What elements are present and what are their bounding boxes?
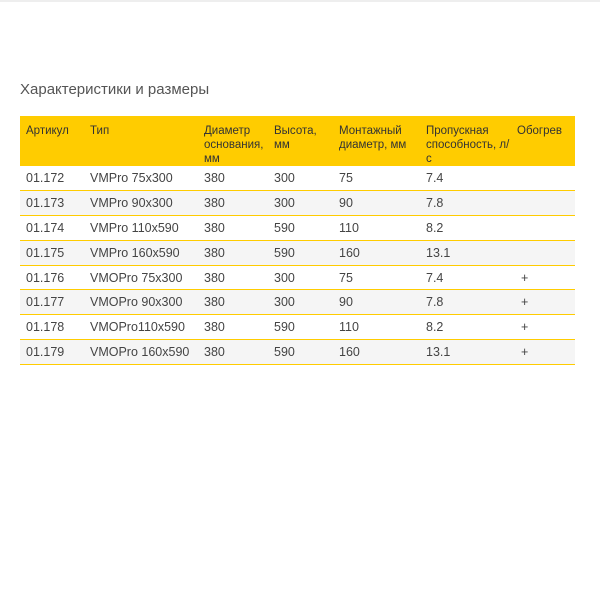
header-throughput: Пропускная способность, л/с [424, 116, 515, 166]
header-heating: Обогрев [515, 116, 575, 166]
table-row [20, 166, 575, 191]
cell-heating [515, 240, 575, 265]
cell-throughput: 7.4 [424, 166, 515, 191]
cell-height: 300 [272, 191, 337, 216]
cell-type: VMPro 75x300 [88, 166, 202, 191]
section-title: Характеристики и размеры [20, 81, 210, 98]
cell-height: 300 [272, 290, 337, 315]
table-row [20, 216, 575, 241]
cell-type: VMOPro 160x590 [88, 340, 202, 365]
cell-mounting-diameter: 160 [337, 240, 424, 265]
cell-type: VMOPro 90x300 [88, 290, 202, 315]
top-divider [0, 0, 600, 2]
header-base-diameter: Диаметр основания, мм [202, 116, 272, 166]
table-row [20, 191, 575, 216]
table-row [20, 340, 575, 365]
cell-height: 590 [272, 240, 337, 265]
header-type: Тип [88, 116, 202, 166]
cell-article: 01.174 [20, 216, 88, 241]
cell-type: VMOPro110x590 [88, 315, 202, 340]
cell-mounting-diameter: 110 [337, 216, 424, 241]
cell-heating: + [515, 340, 575, 365]
cell-type: VMPro 110x590 [88, 216, 202, 241]
cell-mounting-diameter: 110 [337, 315, 424, 340]
cell-mounting-diameter: 90 [337, 191, 424, 216]
table-row [20, 290, 575, 315]
cell-throughput: 7.8 [424, 191, 515, 216]
cell-base-diameter: 380 [202, 216, 272, 241]
header-height: Высота, мм [272, 116, 337, 166]
cell-heating [515, 216, 575, 241]
specs-table [20, 116, 575, 365]
cell-article: 01.178 [20, 315, 88, 340]
header-mounting-diameter: Монтажный диаметр, мм [337, 116, 424, 166]
table-row [20, 240, 575, 265]
cell-base-diameter: 380 [202, 340, 272, 365]
table-header-row [20, 116, 575, 166]
cell-type: VMOPro 75x300 [88, 265, 202, 290]
cell-base-diameter: 380 [202, 191, 272, 216]
cell-base-diameter: 380 [202, 315, 272, 340]
cell-throughput: 8.2 [424, 216, 515, 241]
cell-base-diameter: 380 [202, 166, 272, 191]
cell-base-diameter: 380 [202, 240, 272, 265]
cell-article: 01.179 [20, 340, 88, 365]
table-row [20, 315, 575, 340]
cell-throughput: 7.4 [424, 265, 515, 290]
table-row [20, 265, 575, 290]
cell-base-diameter: 380 [202, 265, 272, 290]
cell-mounting-diameter: 90 [337, 290, 424, 315]
cell-heating [515, 166, 575, 191]
cell-mounting-diameter: 75 [337, 265, 424, 290]
cell-article: 01.172 [20, 166, 88, 191]
cell-throughput: 13.1 [424, 240, 515, 265]
cell-heating: + [515, 290, 575, 315]
cell-height: 300 [272, 265, 337, 290]
cell-throughput: 13.1 [424, 340, 515, 365]
cell-throughput: 8.2 [424, 315, 515, 340]
cell-height: 590 [272, 216, 337, 241]
cell-type: VMPro 90x300 [88, 191, 202, 216]
cell-height: 590 [272, 315, 337, 340]
cell-mounting-diameter: 160 [337, 340, 424, 365]
cell-article: 01.177 [20, 290, 88, 315]
cell-height: 590 [272, 340, 337, 365]
cell-article: 01.176 [20, 265, 88, 290]
cell-throughput: 7.8 [424, 290, 515, 315]
cell-article: 01.175 [20, 240, 88, 265]
cell-article: 01.173 [20, 191, 88, 216]
cell-heating [515, 191, 575, 216]
cell-base-diameter: 380 [202, 290, 272, 315]
cell-heating: + [515, 265, 575, 290]
cell-height: 300 [272, 166, 337, 191]
header-article: Артикул [20, 116, 88, 166]
cell-mounting-diameter: 75 [337, 166, 424, 191]
cell-heating: + [515, 315, 575, 340]
cell-type: VMPro 160x590 [88, 240, 202, 265]
